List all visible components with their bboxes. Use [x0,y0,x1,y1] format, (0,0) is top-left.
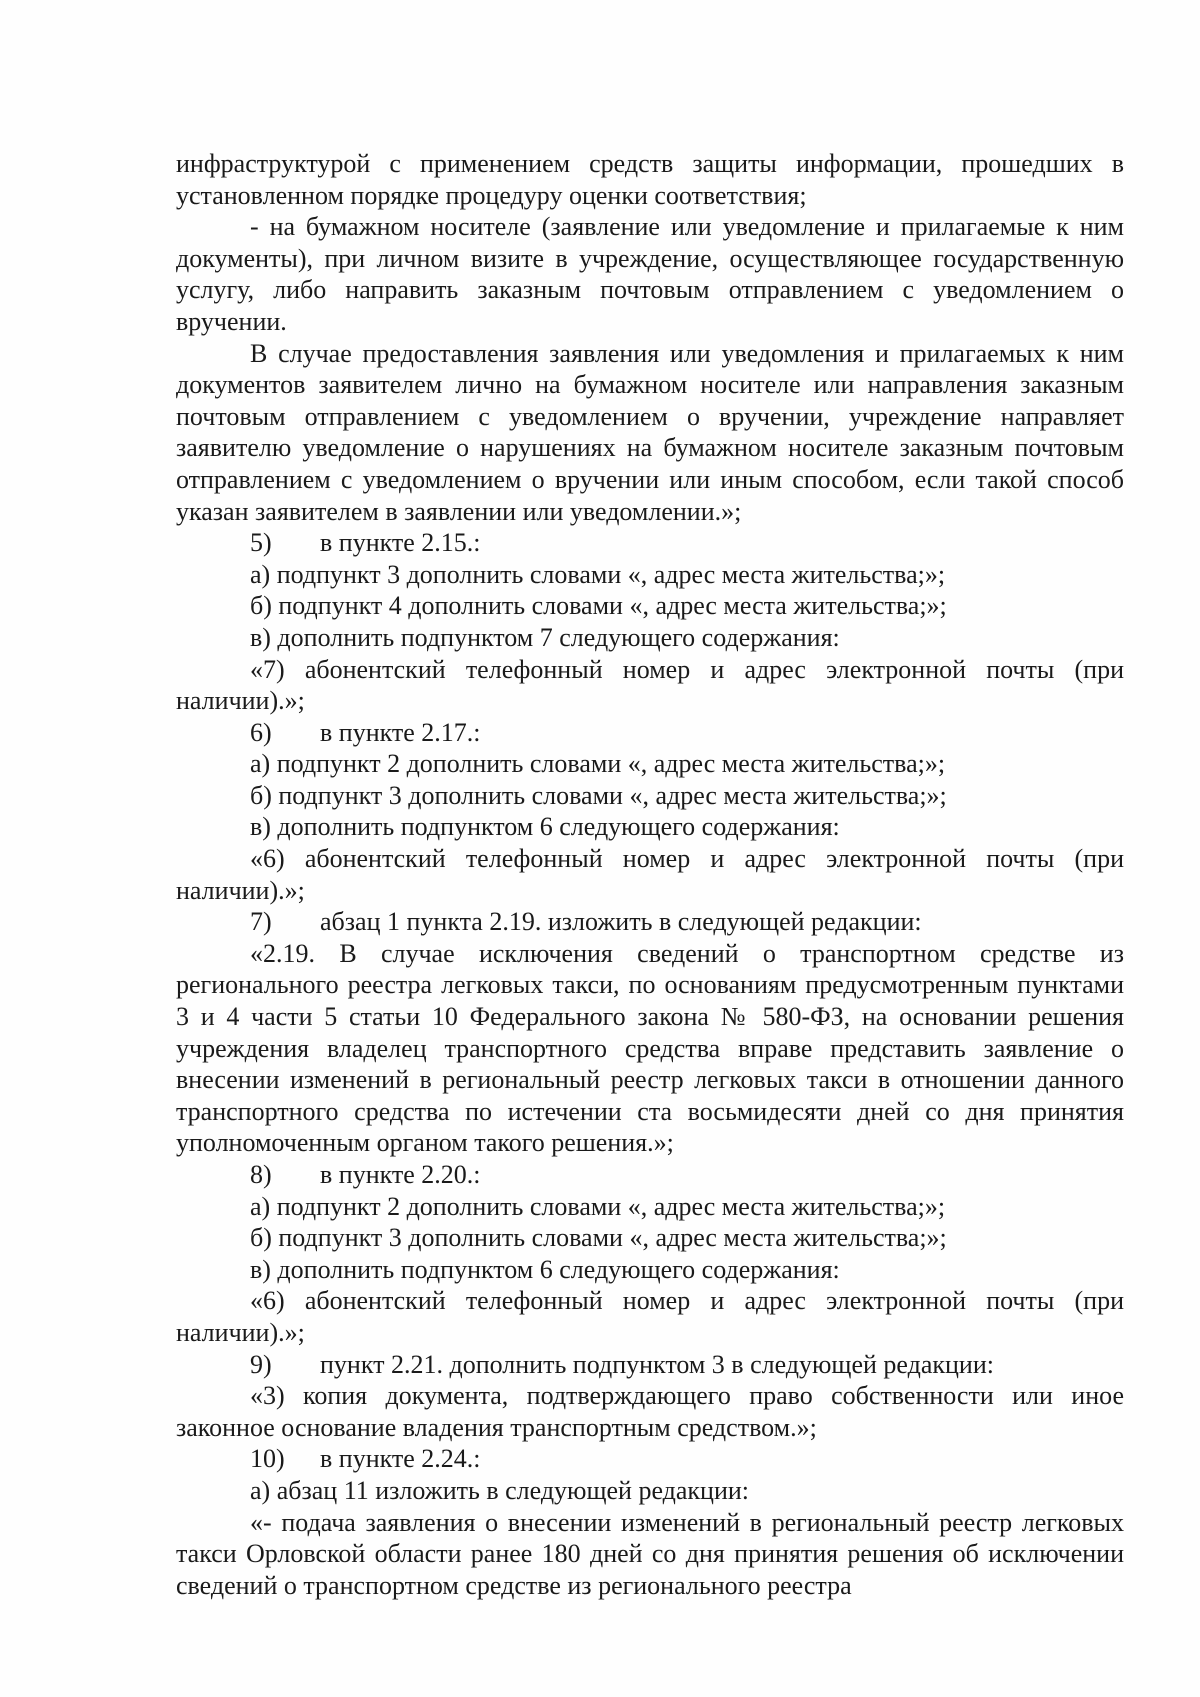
item-number: 6) [250,717,272,747]
paragraph: «7) абонентский телефонный номер и адрес электронной почты (при наличии).»; [176,654,1124,716]
item-number: 7) [250,907,272,937]
paragraph: в) дополнить подпунктом 6 следующего содержания: [250,1254,840,1284]
item-number: 9) [250,1349,272,1379]
numbered-item [176,1159,1124,1191]
paragraph: «6) абонентский телефонный номер и адрес электронной почты (при наличии).»; [176,844,1124,905]
item-text: в пункте 2.17.: [320,717,481,747]
item-text: абзац 1 пункта 2.19. изложить в следующей редакции: [320,907,922,937]
paragraph: в) дополнить подпунктом 7 следующего содержания: [250,622,840,652]
numbered-item [176,906,1124,938]
paragraph: б) подпункт 3 дополнить словами «, адрес места жительства;»; [250,1223,947,1253]
paragraph: В случае предоставления заявления или уведомления и прилагаемых к ним документов заявителем лично на бумажном носителе или направления заказным почтовым отправлением с уведомлением о вручении, учреждение направляет заявителю уведомление о нарушениях на бумажном носителе заказным почтовым отправлением с уведомлением о вручении или иным способом, если такой способ указан заявителем в заявлении или уведомлении.»; [176,338,1124,526]
paragraph: «2.19. В случае исключения сведений о транспортном средстве из регионального реестра легковых такси, по основаниям предусмотренным пунктами 3 и 4 части 5 статьи 10 Федерального закона № 580-ФЗ, на основании решения учреждения владелец транспортного средства вправе представить заявление о внесении изменений в региональный реестр легковых такси в отношении данного транспортного средства по истечении ста восьмидесяти дней со дня принятия уполномоченным органом такого решения.»; [176,938,1124,1158]
paragraph: а) подпункт 2 дополнить словами «, адрес места жительства;»; [250,1191,946,1221]
item-text: пункт 2.21. дополнить подпунктом 3 в следующей редакции: [320,1349,994,1379]
item-text: в пункте 2.15.: [320,528,481,558]
paragraph: а) подпункт 2 дополнить словами «, адрес места жительства;»; [250,749,946,779]
item-number: 8) [250,1160,272,1189]
numbered-item [176,527,1124,559]
item-number: 5) [250,528,272,558]
item-text: в пункте 2.20.: [320,1160,481,1189]
paragraph-continuation: инфраструктурой с применением средств защиты информации, прошедших в установленном порядке процедуру оценки соответствия; [176,149,1124,210]
paragraph: б) подпункт 4 дополнить словами «, адрес места жительства;»; [250,591,947,621]
item-text: в пункте 2.24.: [320,1444,481,1474]
numbered-item [176,1443,1124,1475]
paragraph: - на бумажном носителе (заявление или уведомление и прилагаемые к ним документы), при личном визите в учреждение, осуществляющее государственную услугу, либо направить заказным почтовым отправлением с уведомлением о вручении. [176,212,1124,336]
paragraph: б) подпункт 3 дополнить словами «, адрес места жительства;»; [250,780,947,810]
paragraph: «- подача заявления о внесении изменений в региональный реестр легковых такси Орловской области ранее 180 дней со дня принятия решения об исключении сведений о транспортном средстве из регионального реестра [176,1507,1124,1600]
document-body [176,148,1124,1601]
numbered-item [176,1349,1124,1381]
paragraph: а) подпункт 3 дополнить словами «, адрес места жительства;»; [250,559,946,589]
numbered-item [176,717,1124,749]
paragraph: а) абзац 11 изложить в следующей редакции: [250,1475,750,1505]
paragraph: в) дополнить подпунктом 6 следующего содержания: [250,812,840,842]
item-number: 10) [250,1444,285,1474]
paragraph: «6) абонентский телефонный номер и адрес электронной почты (при наличии).»; [176,1286,1124,1347]
paragraph: «3) копия документа, подтверждающего право собственности или иное законное основание владения транспортным средством.»; [176,1381,1124,1442]
